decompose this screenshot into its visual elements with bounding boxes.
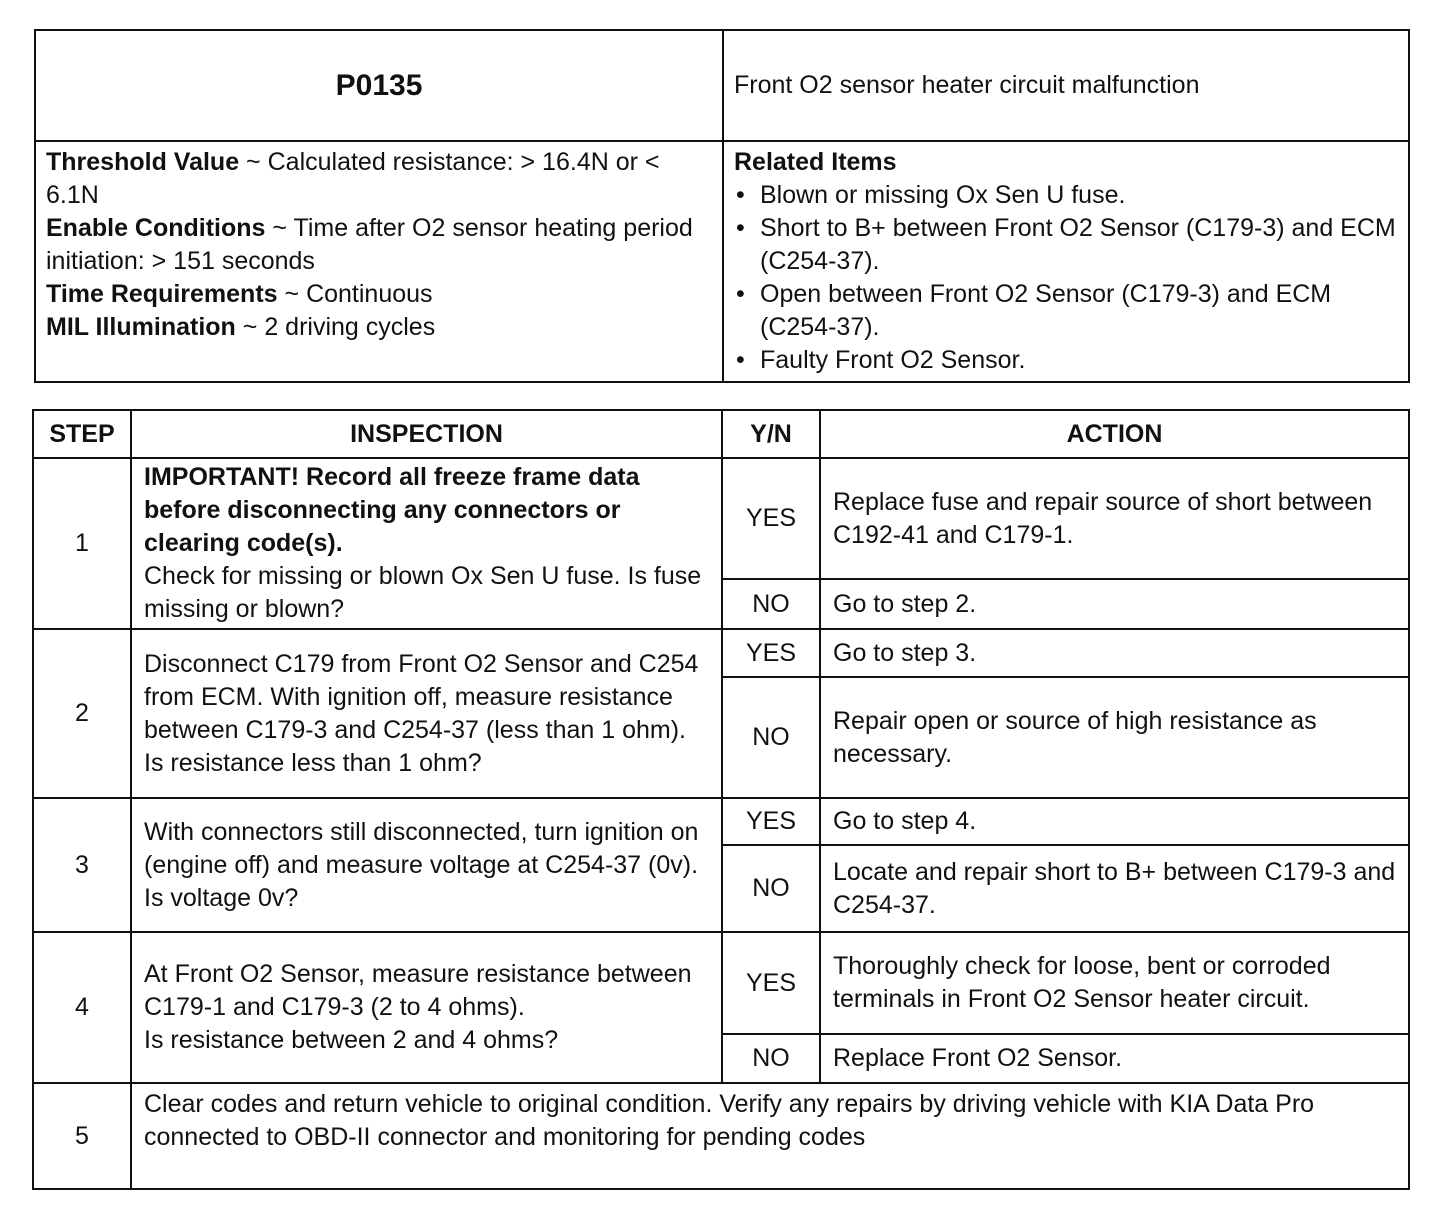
no-label: NO xyxy=(722,1034,820,1083)
step-inspection xyxy=(131,629,722,798)
no-action: Replace Front O2 Sensor. xyxy=(820,1034,1409,1083)
column-header-inspection: INSPECTION xyxy=(131,410,722,458)
yes-action: Thoroughly check for loose, bent or corroded terminals in Front O2 Sensor heater circuit. xyxy=(820,932,1409,1034)
condition-time: Time Requirements ~ Continuous xyxy=(46,280,433,308)
condition-threshold: Threshold Value ~ Calculated resistance: > 16.4N or < 6.1N xyxy=(46,148,660,209)
related-items-title: Related Items xyxy=(734,148,897,176)
step-number: 2 xyxy=(33,629,131,798)
step-inspection xyxy=(131,458,722,629)
diagnostic-steps-table xyxy=(32,409,1410,1190)
inspection-text: Check for missing or blown Ox Sen U fuse. Is fuse missing or blown? xyxy=(144,562,702,623)
table-header-row xyxy=(33,410,1409,458)
yes-action: Go to step 3. xyxy=(820,629,1409,677)
yes-label: YES xyxy=(722,629,820,677)
column-header-step: STEP xyxy=(33,410,131,458)
yes-label: YES xyxy=(722,458,820,579)
yes-action: Go to step 4. xyxy=(820,798,1409,845)
no-label: NO xyxy=(722,677,820,798)
dtc-description: Front O2 sensor heater circuit malfunction xyxy=(723,30,1409,141)
step-number: 1 xyxy=(33,458,131,629)
related-items-list xyxy=(734,179,1398,377)
no-label: NO xyxy=(722,845,820,932)
related-item: • Faulty Front O2 Sensor. xyxy=(734,344,1398,377)
step-number: 5 xyxy=(33,1083,131,1189)
table-row xyxy=(33,798,1409,845)
related-item: • Open between Front O2 Sensor (C179-3) and ECM (C254-37). xyxy=(734,278,1398,344)
table-row xyxy=(33,458,1409,579)
condition-mil: MIL Illumination ~ 2 driving cycles xyxy=(46,313,436,341)
step-inspection xyxy=(131,798,722,932)
step-inspection xyxy=(131,932,722,1083)
important-note: IMPORTANT! Record all freeze frame data before disconnecting any connectors or clearing code(s). xyxy=(144,463,640,557)
table-row xyxy=(33,1083,1409,1189)
no-action: Go to step 2. xyxy=(820,579,1409,629)
column-header-yn: Y/N xyxy=(722,410,820,458)
yes-label: YES xyxy=(722,798,820,845)
step-number: 4 xyxy=(33,932,131,1083)
table-row xyxy=(33,629,1409,677)
related-items-cell xyxy=(723,141,1409,382)
no-action: Locate and repair short to B+ between C179-3 and C254-37. xyxy=(820,845,1409,932)
step-number: 3 xyxy=(33,798,131,932)
no-label: NO xyxy=(722,579,820,629)
inspection-question: Is resistance between 2 and 4 ohms? xyxy=(144,1026,559,1054)
column-header-action: ACTION xyxy=(820,410,1409,458)
conditions-cell xyxy=(35,141,723,382)
yes-action: Replace fuse and repair source of short between C192-41 and C179-1. xyxy=(820,458,1409,579)
inspection-text: With connectors still disconnected, turn ignition on (engine off) and measure voltage at C254-37 (0v). xyxy=(144,817,699,879)
no-action: Repair open or source of high resistance as necessary. xyxy=(820,677,1409,798)
inspection-question: Is resistance less than 1 ohm? xyxy=(144,748,482,777)
table-row xyxy=(33,932,1409,1034)
inspection-question: Is voltage 0v? xyxy=(144,883,299,912)
related-item: • Blown or missing Ox Sen U fuse. xyxy=(734,179,1398,212)
dtc-code: P0135 xyxy=(35,30,723,141)
dtc-header-table xyxy=(34,29,1410,383)
inspection-text: At Front O2 Sensor, measure resistance between C179-1 and C179-3 (2 to 4 ohms). xyxy=(144,960,692,1021)
step-inspection: Clear codes and return vehicle to original condition. Verify any repairs by driving vehicle with KIA Data Pro connected to OBD-II connector and monitoring for pending codes xyxy=(131,1083,1409,1189)
condition-enable: Enable Conditions ~ Time after O2 sensor heating period initiation: > 151 seconds xyxy=(46,214,693,275)
yes-label: YES xyxy=(722,932,820,1034)
related-item: • Short to B+ between Front O2 Sensor (C179-3) and ECM (C254-37). xyxy=(734,212,1398,278)
inspection-text: Disconnect C179 from Front O2 Sensor and C254 from ECM. With ignition off, measure resistance between C179-3 and C254-37 (less than 1 ohm). xyxy=(144,649,699,744)
